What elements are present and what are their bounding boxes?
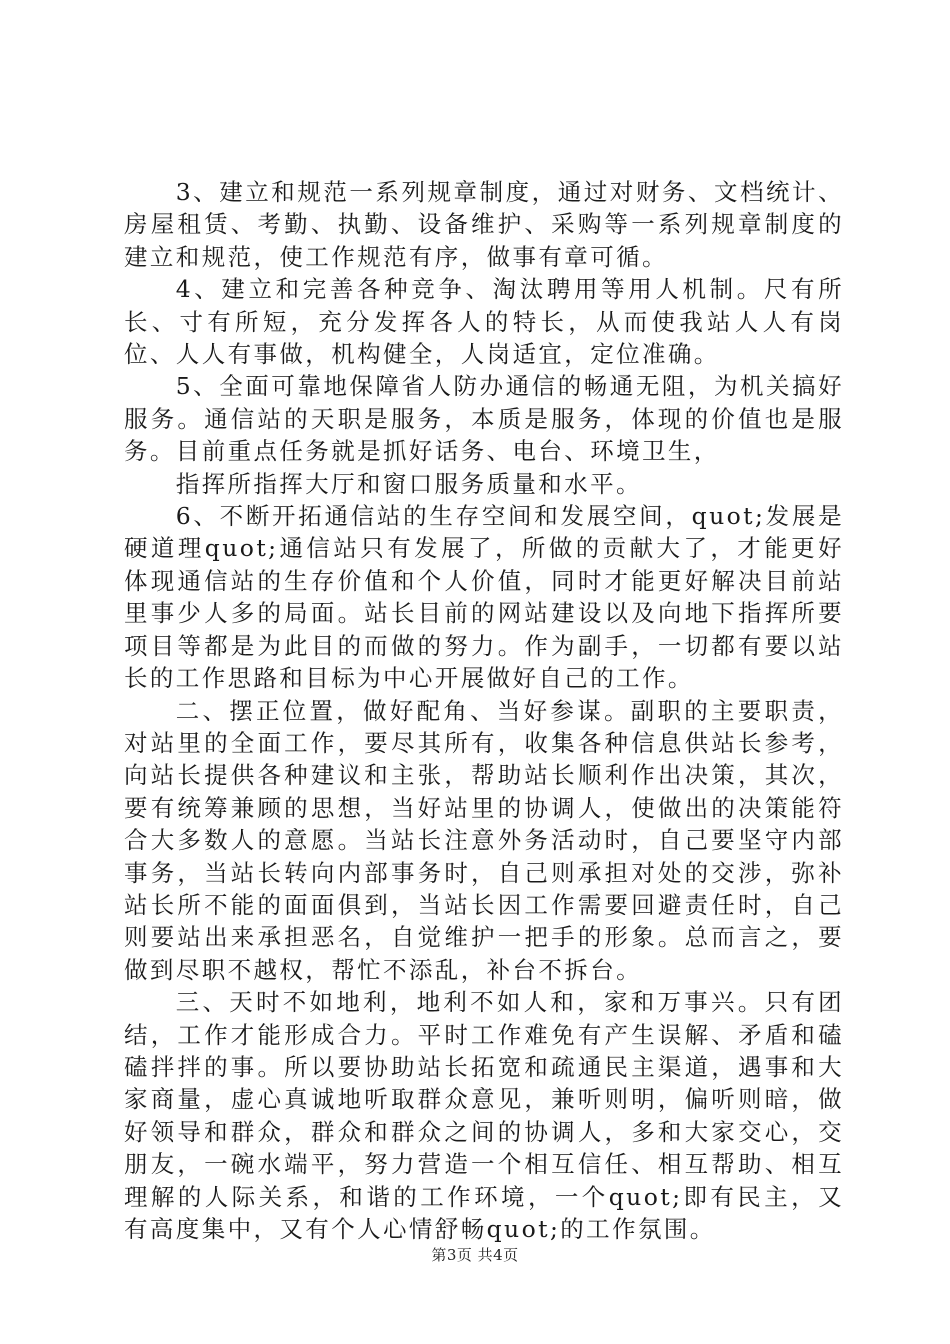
paragraph-unity-harmony: 三、天时不如地利，地利不如人和，家和万事兴。只有团结，工作才能形成合力。平时工作难免有产生误解、矛盾和磕磕拌拌的事。所以要协助站长拓宽和疏通民主渠道，遇事和大家商量，虚心真诚地听取群众意见，兼听则明，偏听则暗，做好领导和群众，群众和群众之间的协调人，多和大家交心，交朋友，一碗水端平，努力营造一个相互信任、相互帮助、相互理解的人际关系，和谐的工作环境，一个quot;即有民主，又有高度集中，又有个人心情舒畅quot;的工作氛围。 xyxy=(124,988,844,1243)
paragraph-supporting-role: 二、摆正位置，做好配角、当好参谋。副职的主要职责，对站里的全面工作，要尽其所有，收集各种信息供站长参考，向站长提供各种建议和主张，帮助站长顺利作出决策，其次，要有统筹兼顾的思想，当好站里的协调人，使做出的决策能符合大多数人的意愿。当站长注意外务活动时，自己要坚守内部事务，当站长转向内部事务时，自己则承担对处的交涉，弥补站长所不能的面面俱到，当站长因工作需要回避责任时，自己则要站出来承担恶名，自觉维护一把手的形象。总而言之，要做到尽职不越权，帮忙不添乱，补台不拆台。 xyxy=(124,696,844,984)
paragraph-development-space: 6、不断开拓通信站的生存空间和发展空间，quot;发展是硬道理quot;通信站只有发展了，所做的贡献大了，才能更好体现通信站的生存价值和个人价值，同时才能更好解决目前站里事少人多的局面。站长目前的网站建设以及向地下指挥所要项目等都是为此目的而做的努力。作为副手，一切都有要以站长的工作思路和目标为中心开展做好自己的工作。 xyxy=(124,502,844,693)
paragraph-employment-mechanism: 4、建立和完善各种竞争、淘汰聘用等用人机制。尺有所长、寸有所短，充分发挥各人的特长，从而使我站人人有岗位、人人有事做，机构健全，人岗适宜，定位准确。 xyxy=(124,275,844,369)
page-number-footer: 第3页 共4页 xyxy=(431,1246,519,1264)
document-body xyxy=(124,176,844,1245)
paragraph-rules-regulations: 3、建立和规范一系列规章制度，通过对财务、文档统计、房屋租赁、考勤、执勤、设备维护、采购等一系列规章制度的建立和规范，使工作规范有序，做事有章可循。 xyxy=(124,178,844,271)
paragraph-command-hall-service: 指挥所指挥大厅和窗口服务质量和水平。 xyxy=(175,469,642,498)
paragraph-communication-support: 5、全面可靠地保障省人防办通信的畅通无阻，为机关搞好服务。通信站的天职是服务，本质是服务，体现的价值也是服务。目前重点任务就是抓好话务、电台、环境卫生， xyxy=(124,372,844,466)
